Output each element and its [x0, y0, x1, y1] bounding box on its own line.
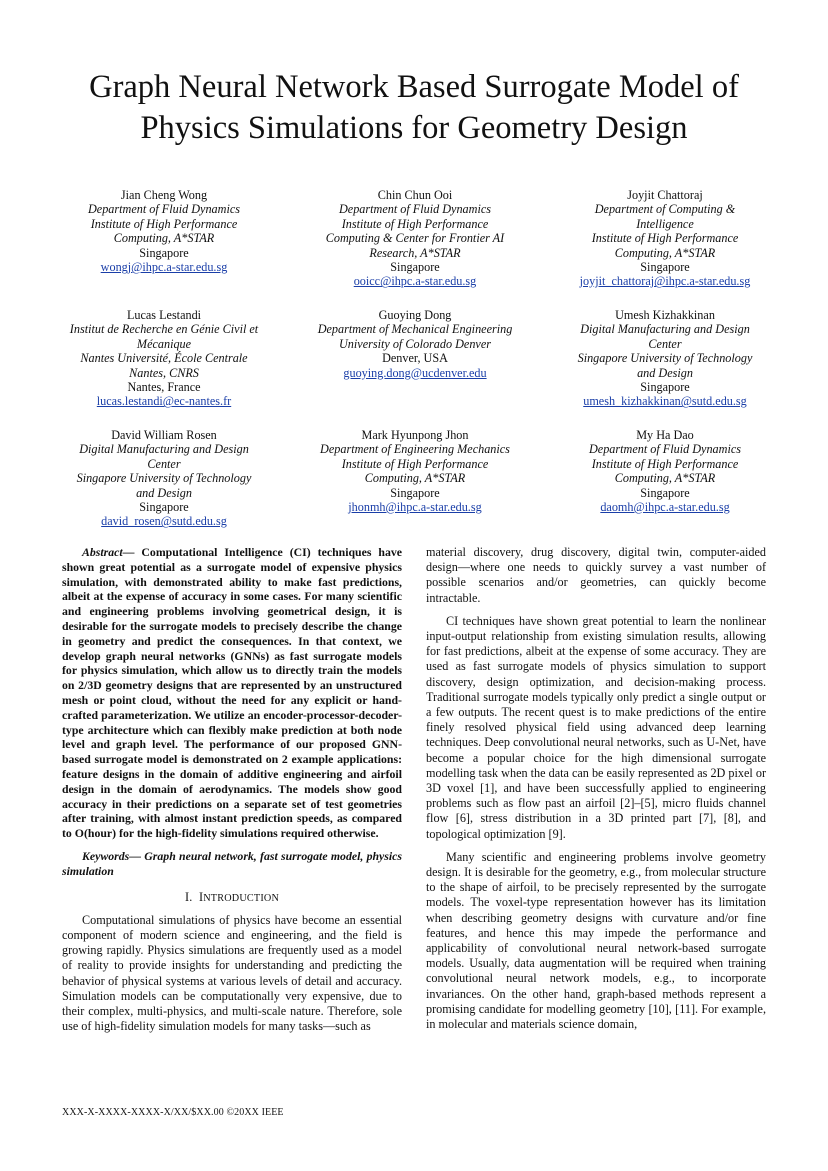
title-line-2: Physics Simulations for Geometry Design: [140, 110, 688, 146]
author-affiliation: Digital Manufacturing and Design: [580, 322, 750, 337]
section-heading-introduction: [62, 890, 402, 906]
title-line-1: Graph Neural Network Based Surrogate Model of: [89, 69, 739, 105]
author-card: [290, 428, 540, 514]
author-affiliation: Computing, A*STAR: [614, 245, 716, 260]
author-affiliation: Singapore University of Technology: [76, 471, 252, 486]
author-affiliation: Institute of High Performance: [591, 456, 739, 471]
right-paragraph-1: material discovery, drug discovery, digital twin, computer-aided design—where one needs to quickly survey a vast number of possible scenarios and/or geometries, can quickly become intractable.: [426, 545, 766, 605]
author-affiliation: and Design: [136, 485, 192, 500]
section-number: I.: [184, 889, 193, 904]
author-affiliation: University of Colorado Denver: [339, 336, 491, 351]
author-affiliation: Computing, A*STAR: [113, 231, 215, 246]
author-email-link[interactable]: david_rosen@sutd.edu.sg: [101, 514, 227, 529]
author-affiliation: Nantes Université, École Centrale: [80, 351, 248, 366]
section-title-rest: NTRODUCTION: [203, 892, 280, 904]
author-affiliation: Department of Engineering Mechanics: [320, 442, 510, 457]
author-affiliation: Department of Mechanical Engineering: [317, 322, 513, 337]
author-affiliation: Department of Computing &: [594, 202, 736, 217]
section-title-initial: I: [198, 889, 204, 904]
author-affiliation: Institute of High Performance: [341, 456, 489, 471]
author-location: Denver, USA: [382, 351, 448, 366]
author-name: Lucas Lestandi: [126, 308, 202, 322]
author-card: [290, 308, 540, 380]
author-affiliation: Singapore University of Technology: [577, 351, 753, 366]
right-column: [426, 545, 766, 1032]
author-card: [290, 188, 540, 289]
author-name: Guoying Dong: [378, 308, 452, 322]
author-card: [540, 428, 790, 514]
author-email-link[interactable]: ooicc@ihpc.a-star.edu.sg: [353, 274, 477, 289]
right-paragraph-2: CI techniques have shown great potential to learn the nonlinear input-output relationship from existing simulation results, allowing for fast predictions, albeit at the expense of some accuracy. They are used as fast surrogate models of physics simulation to support discovery, design optimization, and decision-making process. Traditional surrogate models typically only predict a single output or a few outputs. The recent quest is to make predictions of the entire finely resolved physical field using advanced deep learning techniques. Deep convolutional neural networks, such as U-Net, have become a popular choice for the high dimensional surrogate modelling task when the data can be easily represented as 2D pixel or 3D voxel [1], and have been successfully applied to engineering problems such as flow past an airfoil [2]–[5], micro fluids channel flow [6], stress distribution in a 3D printed part [7], [8], and topological optimization [9].: [426, 613, 766, 841]
author-name: David William Rosen: [111, 428, 217, 442]
author-location: Singapore: [390, 485, 440, 500]
author-location: Singapore: [640, 260, 690, 275]
author-name: Umesh Kizhakkinan: [615, 308, 715, 322]
author-email-link[interactable]: guoying.dong@ucdenver.edu: [343, 365, 487, 380]
keywords-lead: Keywords: [82, 848, 130, 863]
author-affiliation: Department of Fluid Dynamics: [88, 202, 240, 217]
abstract: [62, 545, 402, 841]
left-column: [62, 545, 402, 1034]
author-affiliation: Computing, A*STAR: [614, 471, 716, 486]
author-affiliation: Institute of High Performance: [591, 231, 739, 246]
author-email-link[interactable]: daomh@ihpc.a-star.edu.sg: [600, 500, 730, 515]
right-paragraph-3: Many scientific and engineering problems involve geometry design. It is desirable for the geometry, e.g., from molecular structure to the shape of airfoil, to be precisely represented by the surrogate models. The voxel-type representation however has its limitation when describing geometry designs with curvature and/or fine features, and hence this may impede the performance and applicability of convolutional neural network-based surrogate models. Usually, data augmentation will be required when training convolutional neural network models, e.g., to incorporate invariances. On the other hand, graph-based methods represent a promising candidate for modelling geometry [10], [11]. For example, in molecular and materials science domain,: [426, 849, 766, 1032]
author-email-link[interactable]: jhonmh@ihpc.a-star.edu.sg: [348, 500, 482, 515]
author-affiliation: Research, A*STAR: [369, 245, 461, 260]
author-affiliation: Department of Fluid Dynamics: [589, 442, 741, 457]
author-email-link[interactable]: lucas.lestandi@ec-nantes.fr: [96, 394, 232, 409]
author-affiliation: Computing, A*STAR: [364, 471, 466, 486]
author-location: Nantes, France: [127, 380, 201, 395]
author-location: Singapore: [640, 485, 690, 500]
author-location: Singapore: [640, 380, 690, 395]
abstract-lead: Abstract: [82, 545, 123, 559]
paper-title: [40, 67, 788, 149]
author-name: Mark Hyunpong Jhon: [361, 428, 469, 442]
author-email-link[interactable]: wongj@ihpc.a-star.edu.sg: [100, 260, 228, 275]
author-card: [39, 428, 289, 529]
author-card: [39, 308, 289, 409]
author-card: [540, 308, 790, 409]
intro-paragraph-1: Computational simulations of physics have become an essential component of modern science and engineering, and the field is growing rapidly. Physics simulations are frequently used as a model of reality to provide insights for understanding and predicting the behavior of physical systems at various levels of detail and accuracy. Simulation models can be computationally very expensive, due to their complex, multi-physics, and multi-scale nature. Therefore, sole use of high-fidelity simulation models for many tasks—such as: [62, 912, 402, 1034]
author-card: [540, 188, 790, 289]
copyright-footer: XXX-X-XXXX-XXXX-X/XX/$XX.00 ©20XX IEEE: [62, 1107, 284, 1118]
author-name: Joyjit Chattoraj: [627, 188, 703, 202]
author-location: Singapore: [390, 260, 440, 275]
author-affiliation: Computing & Center for Frontier AI: [325, 231, 505, 246]
author-affiliation: and Design: [637, 365, 693, 380]
author-name: My Ha Dao: [636, 428, 694, 442]
author-email-link[interactable]: umesh_kizhakkinan@sutd.edu.sg: [583, 394, 747, 409]
author-name: Jian Cheng Wong: [120, 188, 208, 202]
author-card: [39, 188, 289, 274]
keywords: [62, 849, 402, 879]
author-location: Singapore: [139, 500, 189, 515]
author-affiliation: Center: [648, 336, 682, 351]
author-affiliation: Mécanique: [136, 336, 192, 351]
author-affiliation: Institute of High Performance: [90, 216, 238, 231]
author-affiliation: Institut de Recherche en Génie Civil et: [69, 322, 259, 337]
author-affiliation: Institute of High Performance: [341, 216, 489, 231]
author-name: Chin Chun Ooi: [377, 188, 453, 202]
author-location: Singapore: [139, 245, 189, 260]
author-affiliation: Center: [147, 456, 181, 471]
author-affiliation: Department of Fluid Dynamics: [339, 202, 491, 217]
abstract-body: — Computational Intelligence (CI) techniques have shown great potential as a surrogate model of expensive physics simulation, with demonstrated ability to make fast predictions, albeit at the expense of accuracy in some cases. For many scientific and engineering problems involving geometrical design, it is desirable for the surrogate models to precisely describe the change in geometry and predict the consequences. In that context, we develop graph neural networks (GNNs) as fast surrogate models for physics simulation, which allow us to directly train the models on 2/3D geometry designs that are represented by an unstructured mesh or point cloud, without the need for any explicit or hand-crafted parameterization. We utilize an encoder-processor-decoder-type architecture which can flexibly make prediction at both node level and graph level. The performance of our proposed GNN-based surrogate model is demonstrated on 2 example applications: feature designs in the domain of additive engineering and airfoil design in the domain of aerodynamics. The models show good accuracy in their predictions on a separate set of test geometries after training, with almost instant prediction speeds, as compared to O(hour) for the high-fidelity simulations required otherwise.: [62, 545, 402, 841]
author-affiliation: Intelligence: [636, 216, 694, 231]
author-affiliation: Nantes, CNRS: [129, 365, 199, 380]
author-email-link[interactable]: joyjit_chattoraj@ihpc.a-star.edu.sg: [579, 274, 751, 289]
keywords-body: — Graph neural network, fast surrogate model, physics simulation: [62, 848, 402, 878]
author-affiliation: Digital Manufacturing and Design: [79, 442, 249, 457]
